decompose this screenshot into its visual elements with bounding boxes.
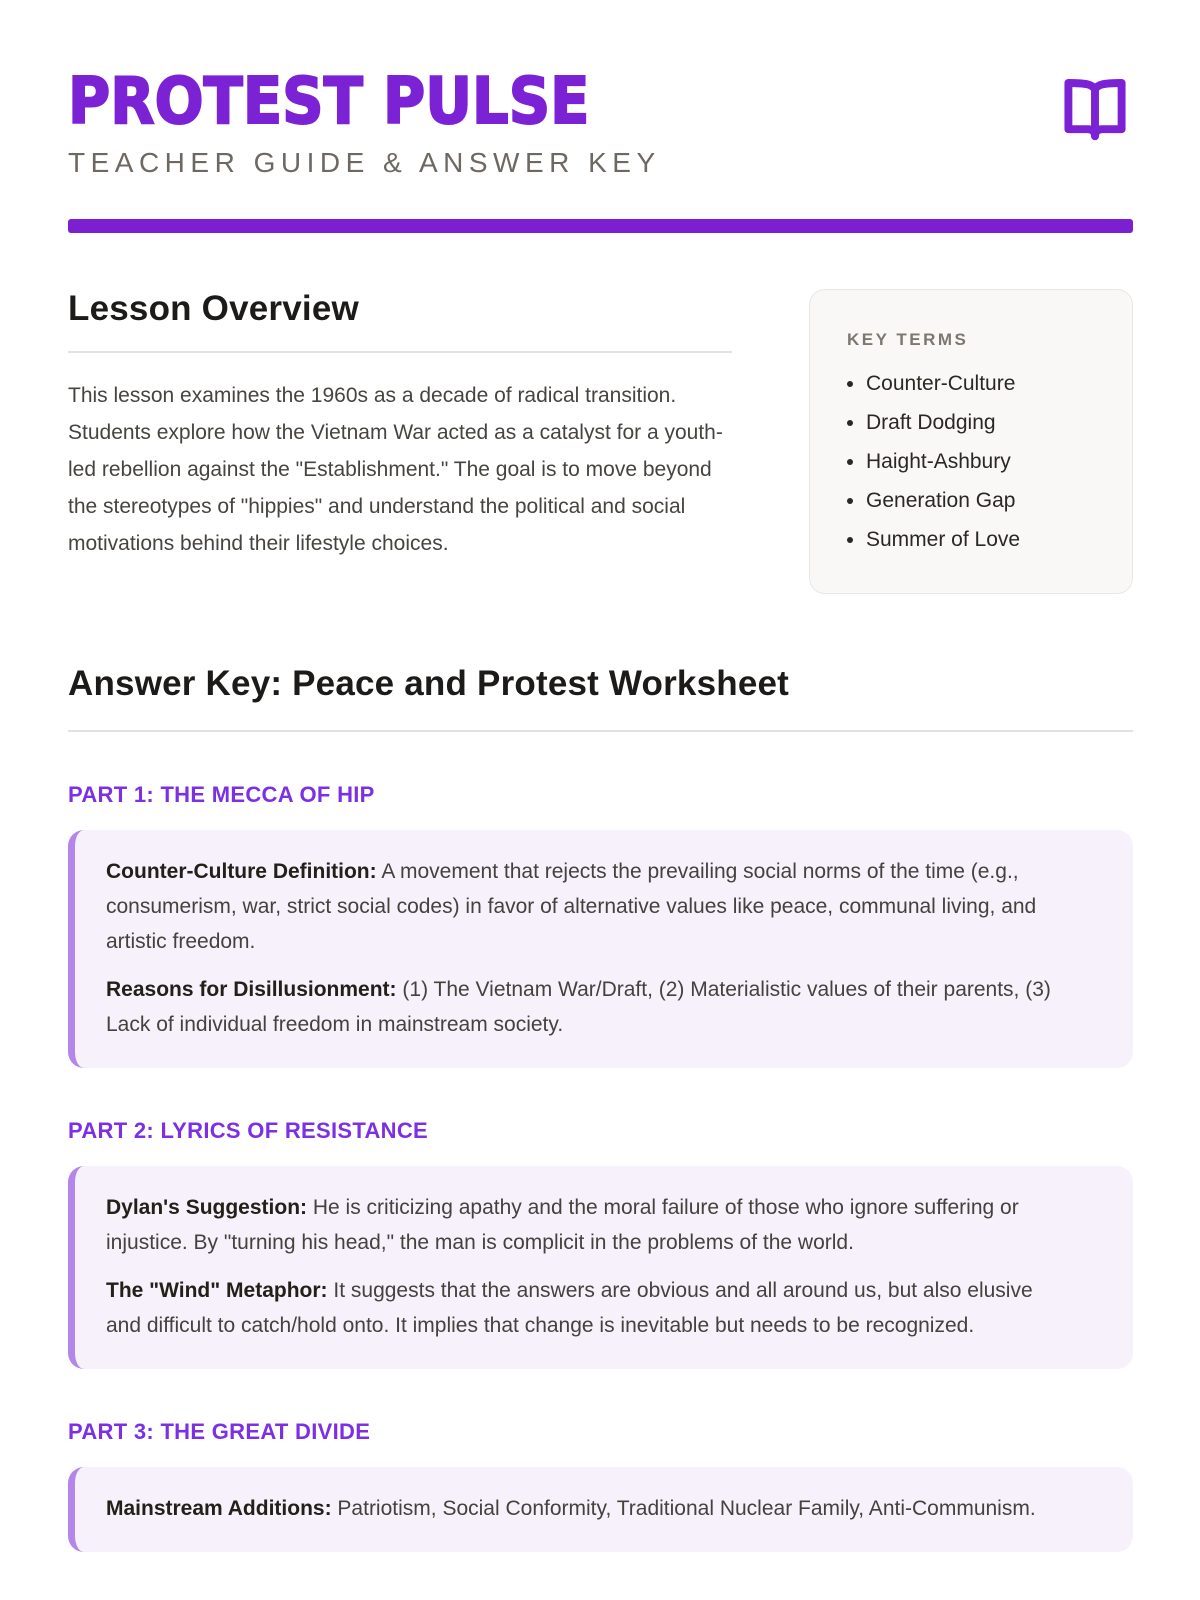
answer-label: Dylan's Suggestion: xyxy=(106,1196,308,1219)
lesson-overview-text: This lesson examines the 1960s as a decade of radical transition. Students explore how the Vietnam War acted as a catalyst for a youth-led rebellion against the "Establishment." The goal is to move beyond the stereotypes of "hippies" and understand the political and social motivations behind their lifestyle choices. xyxy=(68,384,723,555)
answer-key-section xyxy=(68,664,1133,1552)
key-term-item: • Haight-Ashbury xyxy=(866,448,1110,476)
part-1-section xyxy=(68,782,1133,1068)
lesson-overview-column xyxy=(68,289,732,562)
key-terms-list xyxy=(847,370,1110,554)
answer-paragraph xyxy=(106,1190,1067,1260)
part-1-answer-box xyxy=(68,830,1133,1068)
part-3-answer-box xyxy=(68,1467,1133,1552)
part-1-title: PART 1: THE MECCA OF HIP xyxy=(68,782,375,807)
answer-label: Mainstream Additions: xyxy=(106,1497,332,1520)
answer-label: Reasons for Disillusionment: xyxy=(106,978,397,1001)
answer-text: (1) The Vietnam War/Draft, (2) Materialistic values of their parents, (3) Lack of individual freedom in mainstream society. xyxy=(106,978,1051,1036)
key-term-item: • Summer of Love xyxy=(866,526,1110,554)
lesson-overview-section xyxy=(68,289,1133,594)
answer-text: A movement that rejects the prevailing social norms of the time (e.g., consumerism, war, strict social codes) in favor of alternative values like peace, communal living, and artistic freedom. xyxy=(106,860,1037,953)
book-open-icon xyxy=(1057,70,1133,146)
key-term-item: • Draft Dodging xyxy=(866,409,1110,437)
answer-paragraph xyxy=(106,1491,1067,1526)
section-rule xyxy=(68,351,732,353)
answer-text: He is criticizing apathy and the moral failure of those who ignore suffering or injustice. By "turning his head," the man is complicit in the problems of the world. xyxy=(106,1196,1019,1254)
answer-text: Patriotism, Social Conformity, Traditional Nuclear Family, Anti-Communism. xyxy=(337,1497,1036,1520)
part-2-section xyxy=(68,1118,1133,1369)
section-rule xyxy=(68,730,1133,732)
doc-title: PROTEST PULSE xyxy=(68,65,590,139)
answer-label: The "Wind" Metaphor: xyxy=(106,1279,328,1302)
part-3-section xyxy=(68,1419,1133,1552)
key-term-item: • Counter-Culture xyxy=(866,370,1110,398)
answer-paragraph xyxy=(106,1273,1067,1343)
part-2-title: PART 2: LYRICS OF RESISTANCE xyxy=(68,1118,429,1143)
part-2-answer-box xyxy=(68,1166,1133,1369)
answer-key-heading: Answer Key: Peace and Protest Worksheet xyxy=(68,664,790,703)
key-terms-heading: KEY TERMS xyxy=(847,330,969,349)
header xyxy=(68,65,1133,179)
doc-subtitle: TEACHER GUIDE & ANSWER KEY xyxy=(68,147,661,178)
key-terms-panel xyxy=(809,289,1133,594)
answer-paragraph xyxy=(106,854,1067,959)
lesson-overview-heading: Lesson Overview xyxy=(68,289,359,328)
part-3-title: PART 3: THE GREAT DIVIDE xyxy=(68,1419,371,1444)
title-block xyxy=(68,65,661,179)
answer-text: It suggests that the answers are obvious and all around us, but also elusive and difficult to catch/hold onto. It implies that change is inevitable but needs to be recognized. xyxy=(106,1279,1033,1337)
accent-divider-bar xyxy=(68,219,1133,233)
answer-paragraph xyxy=(106,972,1067,1042)
answer-label: Counter-Culture Definition: xyxy=(106,860,377,883)
key-term-item: • Generation Gap xyxy=(866,487,1110,515)
